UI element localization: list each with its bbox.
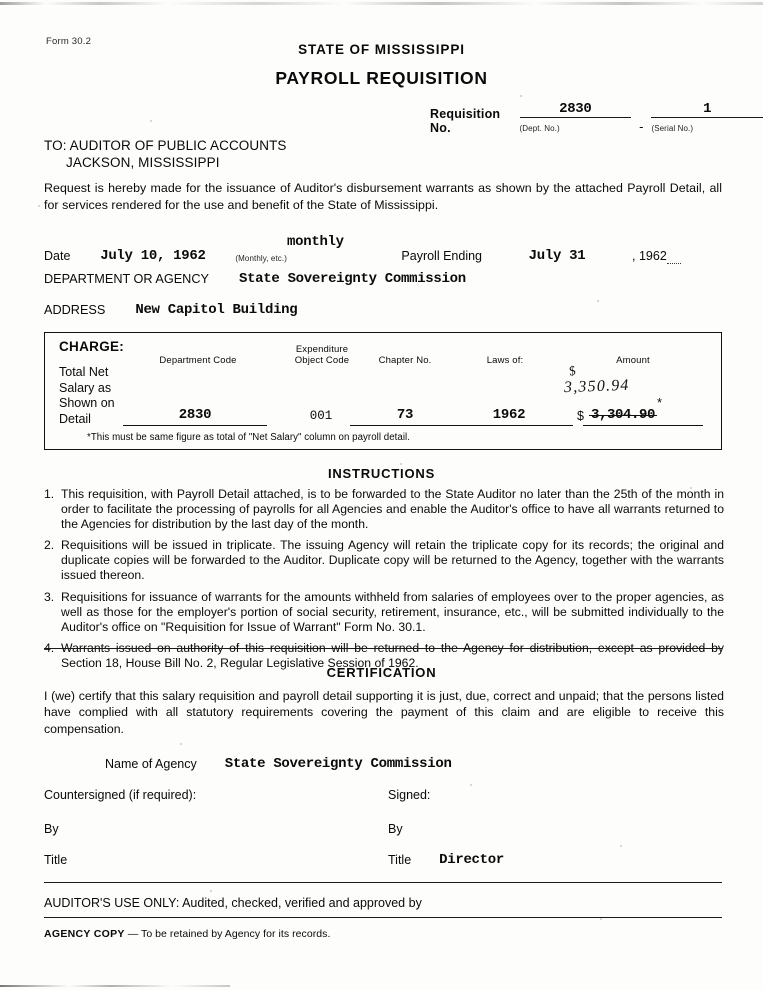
intro-paragraph: Request is hereby made for the issuance of Auditor's disbursement warrants as shown by the attached Payroll Detail, all for services rendered for the use and benefit of the State of Mississippi. [44,181,722,212]
addressee-block [44,137,287,171]
form-number: Form 30.2 [46,36,92,47]
payroll-ending-value: July 31 [528,248,586,264]
payroll-ending-field[interactable] [482,249,632,264]
amount-handwritten-correction: 3,350.94 [563,376,630,397]
charge-footnote: *This must be same figure as total of "Net Salary" column on payroll detail. [87,432,410,443]
charge-col-header-amount: Amount [616,355,650,366]
countersigned-by-row [44,822,384,837]
charge-row-label [59,365,115,427]
charge-col-header-department-code: Department Code [159,355,237,366]
date-value: July 10, 1962 [100,248,206,264]
instruction-text: Requisitions will be issued in triplicate. The issuing Agency will retain the triplicate copy for its records; the original and duplicate copies will be forwarded to the Auditor. Duplicate copy will be returned to the Agency, together with the warrants issued thereon. [61,538,724,583]
agency-name-label: Name of Agency [105,757,197,771]
agency-copy-note [44,928,330,940]
divider-below-auditor-use [44,917,722,918]
instruction-number: 4. [44,640,55,655]
charge-row-label-line-3: Shown on [59,396,115,410]
requisition-number-label: Requisition No. [430,107,501,135]
signed-label: Signed: [388,788,431,802]
dept-no-rule [520,117,632,118]
instruction-item [44,538,724,583]
amount-dollar-sign: $ [577,409,584,423]
instruction-number: 3. [44,589,55,604]
dept-no-field[interactable] [520,102,632,136]
instruction-text: Warrants issued on authority of this requisition will be returned to the Agency for distribution, except as provided by Section 18, House Bill No. 2, Regular Legislative Session of 1962. [61,640,724,670]
countersigned-label: Countersigned (if required): [44,788,197,802]
frequency-caption: (Monthly, etc.) [235,254,287,263]
charge-row-label-line-2: Salary as [59,380,112,395]
address-label: ADDRESS [44,303,106,317]
agency-name-value: State Sovereignty Commission [224,756,452,772]
certification-heading: CERTIFICATION [326,665,437,680]
signed-title-row [388,853,722,868]
serial-no-caption: (Serial No.) [651,124,694,133]
address-field[interactable] [105,303,724,318]
certification-body: I (we) certify that this salary requisition and payroll detail supporting it is just, due, correct and unpaid; that the persons listed have complied with all statutory requirements covering the payment of this claim and are eligible to receive this compensation. [44,689,724,736]
countersigned-by-label: By [44,822,59,836]
requisition-separator: - [639,119,644,134]
agency-name-field[interactable] [197,757,722,772]
instruction-text: Requisitions for issuance of warrants for the amounts withheld from salaries of employees over to the proper agencies, as well as those for the employer's portion of social security, retirement, insurance, etc., will be submitted individually to the Auditor's office on "Requisition for Issue of Warrant" Form No. 30.1. [61,589,724,634]
dept-no-value: 2830 [559,101,592,117]
divider-above-certification [44,648,722,649]
instruction-text: This requisition, with Payroll Detail attached, is to be forwarded to the State Auditor no later than the 25th of the month in order to facilitate the processing of payrolls for all Agencies and enable the Auditor's office to have all warrants returned to the Agencies for distribution by the last day of the month. [61,487,724,532]
payroll-year-rule [667,263,681,264]
address-value: New Capitol Building [135,302,298,318]
addressee-line-1: TO: AUDITOR OF PUBLIC ACCOUNTS [44,138,287,153]
agency-copy-text: — To be retained by Agency for its records. [127,928,331,940]
date-row [44,235,724,264]
department-field[interactable] [209,272,724,287]
department-label: DEPARTMENT OR AGENCY [44,272,209,286]
charge-title: CHARGE: [59,339,125,354]
payroll-ending-label: Payroll Ending [401,249,483,263]
signed-title-label: Title [388,853,412,867]
signed-title-field[interactable] [411,853,722,868]
auditor-use-label: AUDITOR'S USE ONLY: Audited, checked, verified and approved by [44,896,422,910]
payroll-year: , 1962 [632,249,667,263]
charge-row-label-line-1: Total Net [59,365,109,379]
serial-no-rule [651,117,763,118]
charge-rule-department-code [123,425,267,426]
page-title: PAYROLL REQUISITION [275,68,488,88]
charge-rule-amount [583,425,703,426]
divider-above-auditor-use [44,882,722,883]
charge-value-chapter-no[interactable]: 73 [396,407,414,423]
charge-rule-laws-of [453,425,573,426]
addressee-line-2: JACKSON, MISSISSIPPI [66,155,220,170]
instruction-item [44,590,724,635]
charge-rule-chapter-no [350,425,458,426]
address-row [44,303,724,318]
signed-title-value: Director [439,852,504,868]
department-value: State Sovereignty Commission [238,271,466,287]
charge-value-laws-of[interactable]: 1962 [492,407,526,423]
serial-no-field[interactable] [651,102,763,136]
instruction-number: 1. [44,487,55,501]
charge-col-header-chapter-no: Chapter No. [378,355,432,366]
charge-value-object-code[interactable]: 001 [309,409,333,423]
instructions-heading: INSTRUCTIONS [327,466,436,481]
dept-no-caption: (Dept. No.) [519,124,560,133]
agency-name-row [105,757,722,772]
instruction-number: 2. [44,538,55,553]
date-label: Date [44,249,71,263]
charge-row-label-line-4: Detail [59,411,91,426]
countersigned-title-row [44,853,384,868]
charge-box [44,332,722,450]
requisition-number-row [430,102,763,136]
charge-value-department-code[interactable]: 2830 [178,407,212,423]
countersigned-title-label: Title [44,853,68,867]
department-row [44,272,724,287]
auditor-use-row [44,896,722,911]
charge-value-amount[interactable]: 3,304.90 [591,407,656,423]
date-field[interactable] [70,249,235,264]
amount-correction-caret: $ [567,362,578,379]
instruction-item [44,487,724,532]
frequency-field[interactable] [235,235,395,264]
frequency-value: monthly [287,234,344,250]
signed-by-row [388,822,722,837]
agency-copy-label: AGENCY COPY [44,928,125,940]
charge-col-header-object-code-line1: Expenditure [295,344,349,355]
charge-col-header-laws-of: Laws of: [486,355,524,366]
signed-by-label: By [388,822,403,836]
amount-asterisk: * [657,395,663,410]
serial-no-value: 1 [703,101,712,117]
state-heading: STATE OF MISSISSIPPI [298,42,465,57]
charge-col-header-object-code-line2: Object Code [294,355,350,366]
